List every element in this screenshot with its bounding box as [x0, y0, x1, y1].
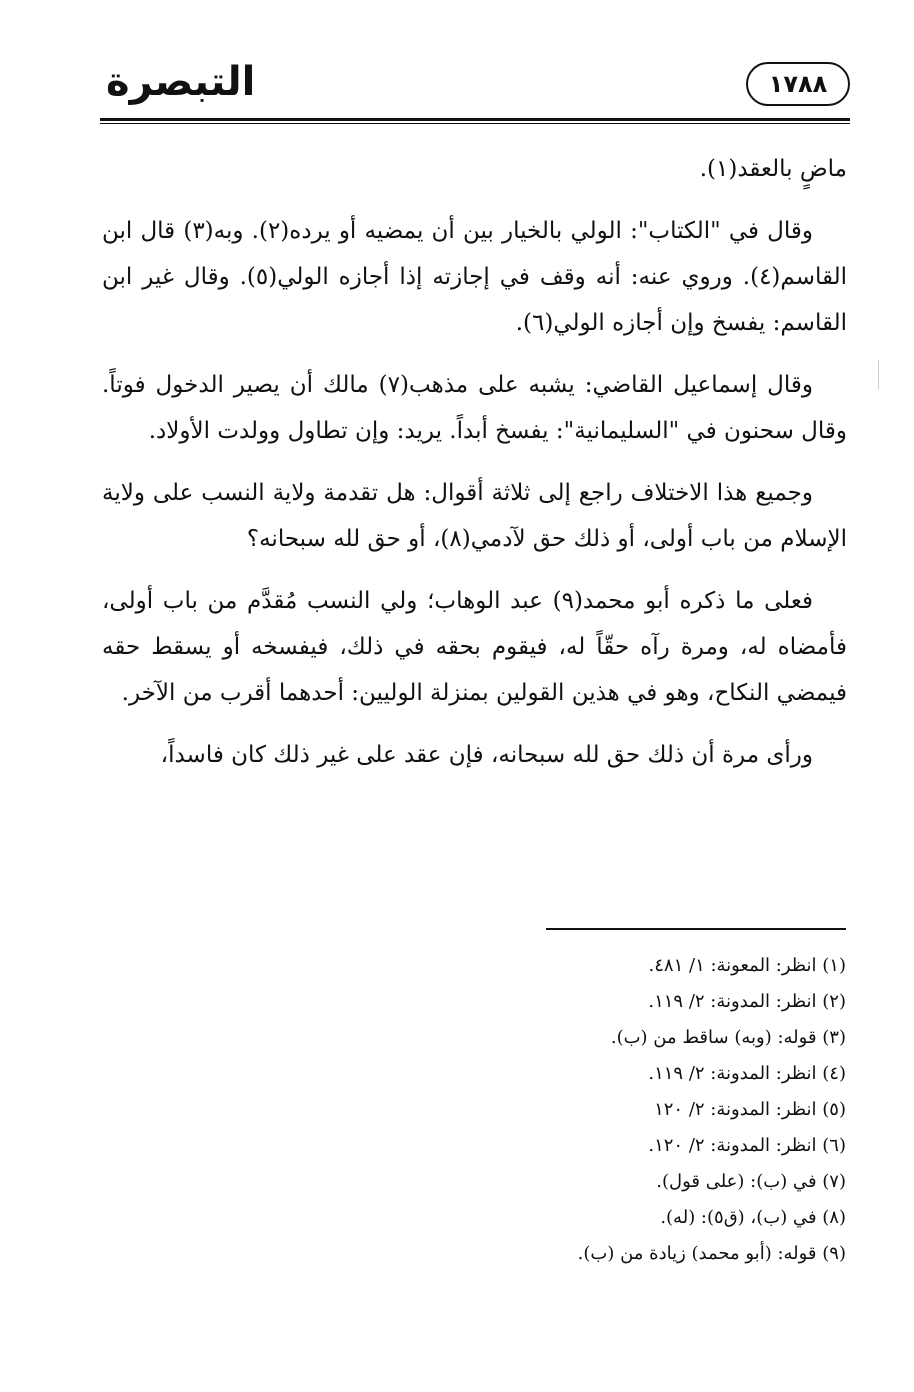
- footnote: (٨) في (ب)، (ق٥): (له).: [660, 1207, 846, 1228]
- book-title: التبصرة: [106, 59, 256, 105]
- footnote: (٣) قوله: (وبه) ساقط من (ب).: [610, 1027, 846, 1048]
- footnote: (٥) انظر: المدونة: ٢/ ١٢٠: [654, 1099, 846, 1120]
- header-rule: [100, 118, 850, 121]
- page-header: [100, 52, 850, 126]
- footnote: (٧) في (ب): (على قول).: [656, 1171, 846, 1192]
- footnote: (٢) انظر: المدونة: ٢/ ١١٩.: [648, 991, 846, 1012]
- footnote: (٦) انظر: المدونة: ٢/ ١٢٠.: [648, 1135, 846, 1156]
- paragraph: فعلى ما ذكره أبو محمد(٩) عبد الوهاب؛ ولي النسب مُقدَّم من باب أولى، فأمضاه له، ومرة رآه حقّاً له، فيقوم بحقه في ذلك، فيفسخه أو يسقط حقه فيمضي النكاح، وهو في هذين القولين بمنزلة الوليين: أحدهما أقرب من الآخر.: [102, 588, 847, 706]
- paragraph: وجميع هذا الاختلاف راجع إلى ثلاثة أقوال: هل تقدمة ولاية النسب على ولاية الإسلام من باب أولى، أو ذلك حق لآدمي(٨)، أو حق لله سبحانه؟: [102, 480, 847, 552]
- margin-mark: [878, 360, 879, 390]
- main-text: [102, 146, 847, 794]
- header-rule-thin: [100, 123, 850, 124]
- paragraph: ماضٍ بالعقد(١).: [699, 156, 847, 182]
- paragraph: وقال في "الكتاب": الولي بالخيار بين أن يمضيه أو يرده(٢). وبه(٣) قال ابن القاسم(٤). وروي عنه: أنه وقف في إجازته إذا أجازه الولي(٥). وقال غير ابن القاسم: يفسخ وإن أجازه الولي(٦).: [102, 218, 848, 336]
- footnote-separator: [546, 928, 846, 930]
- footnote: (٩) قوله: (أبو محمد) زيادة من (ب).: [577, 1243, 846, 1264]
- paragraph: ورأى مرة أن ذلك حق لله سبحانه، فإن عقد على غير ذلك كان فاسداً،: [160, 742, 813, 768]
- footnote: (١) انظر: المعونة: ١/ ٤٨١.: [648, 955, 846, 976]
- footnote: (٤) انظر: المدونة: ٢/ ١١٩.: [648, 1063, 846, 1084]
- page-number: ١٧٨٨: [746, 62, 850, 106]
- paragraph: وقال إسماعيل القاضي: يشبه على مذهب(٧) مالك أن يصير الدخول فوتاً. وقال سحنون في "السليمانية": يفسخ أبداً. يريد: وإن تطاول وولدت الأولاد.: [102, 372, 847, 444]
- footnotes: [300, 948, 846, 1272]
